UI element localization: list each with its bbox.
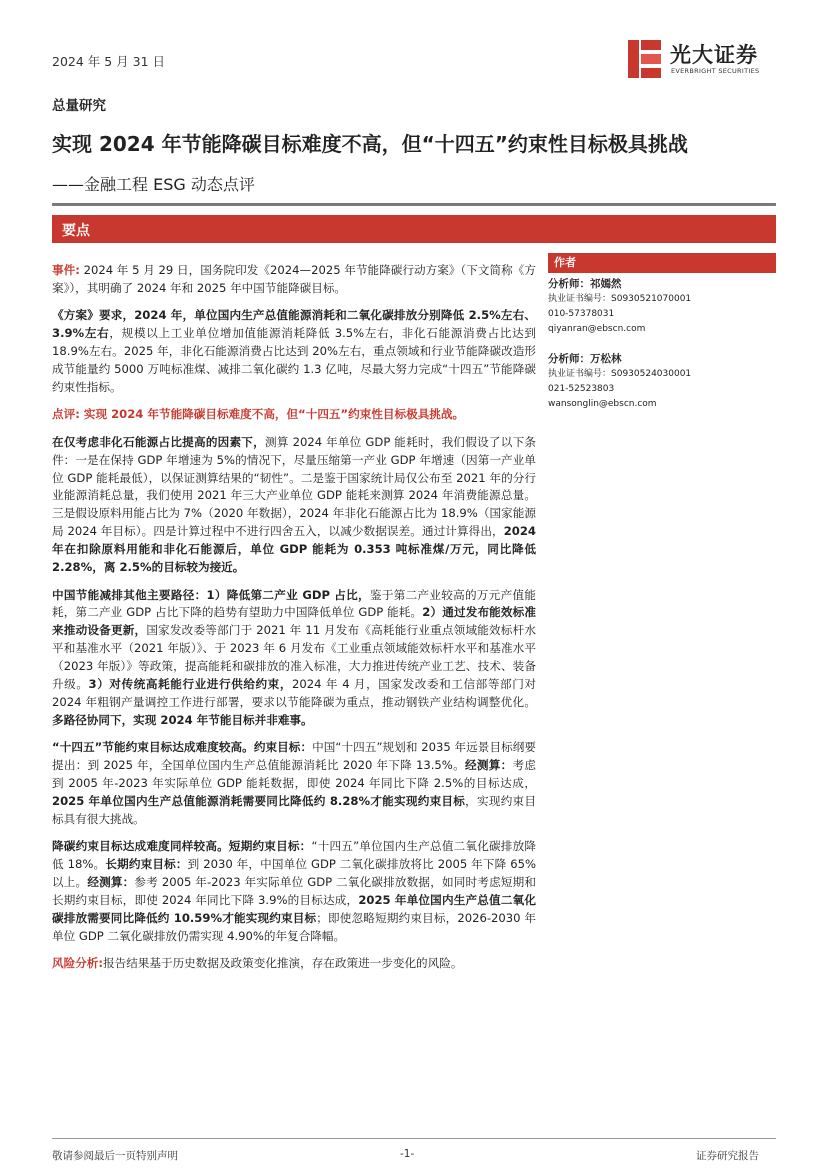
page-number: -1-	[400, 1148, 415, 1160]
paragraph-paths	[52, 587, 536, 730]
logo-mark-icon	[626, 38, 666, 80]
calc-lead: 在仅考虑非化石能源占比提高的因素下，	[52, 434, 265, 449]
paragraph-plan	[52, 307, 536, 397]
energy-calc-label: 经测算：	[464, 758, 513, 773]
analyst-card	[548, 352, 776, 412]
carbon-long-label: 长期约束目标：	[105, 857, 188, 872]
analyst-phone: 021-52523803	[548, 384, 615, 394]
event-label: 事件:	[52, 263, 80, 277]
logo-name: 光大证券	[670, 43, 758, 67]
paragraph-energy-target	[52, 739, 536, 829]
analyst-cert: 执业证书编号：S0930524030001	[548, 369, 692, 379]
paths-point-2: 2）通过发布能效标准来推动设备更新，	[52, 605, 536, 638]
paragraph-event	[52, 262, 536, 298]
title-divider	[52, 203, 776, 206]
energy-calc-tail: ，实现约束目标具有很大挑战。	[52, 793, 536, 826]
calc-text: 测算 2024 年单位 GDP 能耗时，我们假设了以下条件：一是在保持 GDP 年增速为 5%的情况下，尽量压缩第一产业 GDP 年增速（因第一产业单位 GDP 能耗最低），以保证测算结果的“韧性”。二是鉴于国家统计局仅公布至 2021 年的分行业能源消耗总量，我们使用 2021 年三大产业单位 GDP 能耗来测算 2024 年消费能源总量。三是假设原料用能占比为 7%（2020 年数据），2024 年非化石能源占比为 18.9%（国家能源局 2024 年目标）。四是计算过程中不进行四舍五入，以减少数据误差。通过计算得出，	[52, 434, 536, 539]
footer-disclaimer-link[interactable]: 敬请参阅最后一页特别声明	[52, 1150, 178, 1162]
calc-result: 2024 年在扣除原料用能和非化石能源后，单位 GDP 能耗为 0.353 吨标准煤/万元，同比降低 2.28%，离 2.5%的目标较为接近。	[52, 524, 536, 575]
paths-text-2: 国家发改委等部门于 2021 年 11 月发布《高耗能行业重点领域能效标杆水平和基准水平（2021 年版）》、于 2023 年 6 月发布《工业重点领域能效标杆水平和基准水平（2023 年版）》等政策，提高能耗和碳排放的准入标准，大力推进传统产业工艺、技术、装备升级。	[52, 623, 536, 692]
plan-lead: 《方案》要求，2024 年，单位国内生产总值能源消耗和二氧化碳排放分别降低 2.5%左右、3.9%左右	[52, 308, 536, 341]
footer-divider	[52, 1138, 776, 1139]
paragraph-risk	[52, 955, 536, 973]
carbon-short-text: “十四五”单位国内生产总值二氧化碳排放降低 18%。	[52, 839, 536, 872]
analyst-phone: 010-57378031	[548, 309, 615, 319]
paragraph-comment	[52, 406, 536, 424]
energy-text: 中国“十四五”规划和 2035 年远景目标纲要提出：到 2025 年，全国单位国内生产总值能源消耗比 2020 年下降 13.5%。	[52, 740, 536, 773]
footer-report-type: 证券研究报告	[696, 1150, 759, 1162]
plan-text: ，规模以上工业单位增加值能源消耗降低 3.5%左右，非化石能源消费占比达到 18.9%左右。2025 年，非化石能源消费占比达到 20%左右，重点领域和行业节能降碳改造形成节能量约 5000 万吨标准煤、减排二氧化碳约 1.3 亿吨，尽最大努力完成“十四五”节能降碳约束性指标。	[52, 326, 536, 394]
section-label: 要点	[62, 223, 90, 239]
paths-point-3: 3）对传统高耗能行业进行供给约束，	[88, 677, 293, 692]
main-content	[52, 262, 536, 983]
analyst-email[interactable]: qiyanran@ebscn.com	[548, 324, 646, 334]
risk-label: 风险分析:	[52, 956, 104, 971]
brand-logo	[626, 38, 776, 80]
report-title: 实现 2024 年节能降碳目标难度不高，但“十四五”约束性目标极具挑战	[52, 132, 688, 156]
event-text: 2024 年 5 月 29 日，国务院印发《2024—2025 年节能降碳行动方案》（下文简称《方案》），其明确了 2024 年和 2025 年中国节能降碳目标。	[52, 263, 536, 295]
carbon-lead: 降碳约束目标达成难度同样较高。短期约束目标：	[52, 839, 312, 854]
carbon-calc-text: 参考 2005 年-2023 年实际单位 GDP 二氧化碳排放数据，如同时考虑短期和长期约束目标，即使 2024 年同比下降 3.9%的目标达成，	[52, 875, 536, 907]
logo-subtitle: EVERBRIGHT SECURITIES	[671, 67, 760, 75]
carbon-calc-tail: ；即使忽略短期约束目标，2026-2030 年单位 GDP 二氧化碳排放仍需实现 4.90%的年复合降幅。	[52, 910, 536, 943]
section-bar	[52, 215, 776, 243]
analyst-cert: 执业证书编号：S0930521070001	[548, 294, 692, 304]
report-category: 总量研究	[52, 98, 106, 114]
author-sidebar	[548, 253, 776, 412]
paths-lead: 中国节能减排其他主要路径：1）降低第二产业 GDP 占比，	[52, 587, 370, 602]
sidebar-heading: 作者	[548, 253, 776, 273]
energy-lead: “十四五”节能约束目标达成难度较高。约束目标：	[52, 740, 313, 755]
energy-calc-result: 2025 年单位国内生产总值能源消耗需要同比降低约 8.28%才能实现约束目标	[52, 793, 466, 808]
paragraph-calculation	[52, 434, 536, 577]
carbon-long-text: 到 2030 年，中国单位 GDP 二氧化碳排放将比 2005 年下降 65%以上。	[52, 857, 536, 890]
comment-text: 点评: 实现 2024 年节能降碳目标难度不高，但“十四五”约束性目标极具挑战。	[52, 407, 465, 422]
analyst-name: 分析师：祁嫣然	[548, 278, 622, 290]
energy-calc-text: 考虑到 2005 年-2023 年实际单位 GDP 能耗数据，即使 2024 年同比下降 2.5%的目标达成，	[52, 758, 536, 791]
carbon-calc-label: 经测算：	[87, 875, 135, 890]
paragraph-carbon-target	[52, 838, 536, 945]
carbon-calc-result: 2025 年单位国内生产总值二氧化碳排放需要同比降低约 10.59%才能实现约束目标	[52, 893, 536, 925]
paths-conclusion: 多路径协同下，实现 2024 年节能目标并非难事。	[52, 712, 313, 727]
analyst-email[interactable]: wansonglin@ebscn.com	[548, 399, 657, 409]
report-subtitle: ——金融工程 ESG 动态点评	[52, 175, 255, 194]
paths-text-3: 2024 年 4 月，国家发改委和工信部等部门对 2024 年粗钢产量调控工作进行部署，要求以节能降碳为重点，推动钢铁产业结构调整优化。	[52, 677, 536, 709]
analyst-card	[548, 277, 776, 337]
report-date: 2024 年 5 月 31 日	[52, 54, 166, 69]
paths-text-1: 鉴于第二产业较高的万元产值能耗，第二产业 GDP 占比下降的趋势有望助力中国降低单位 GDP 能耗。	[52, 587, 536, 620]
risk-text: 报告结果基于历史数据及政策变化推演，存在政策进一步变化的风险。	[103, 956, 463, 971]
analyst-name: 分析师：万松林	[548, 353, 622, 365]
